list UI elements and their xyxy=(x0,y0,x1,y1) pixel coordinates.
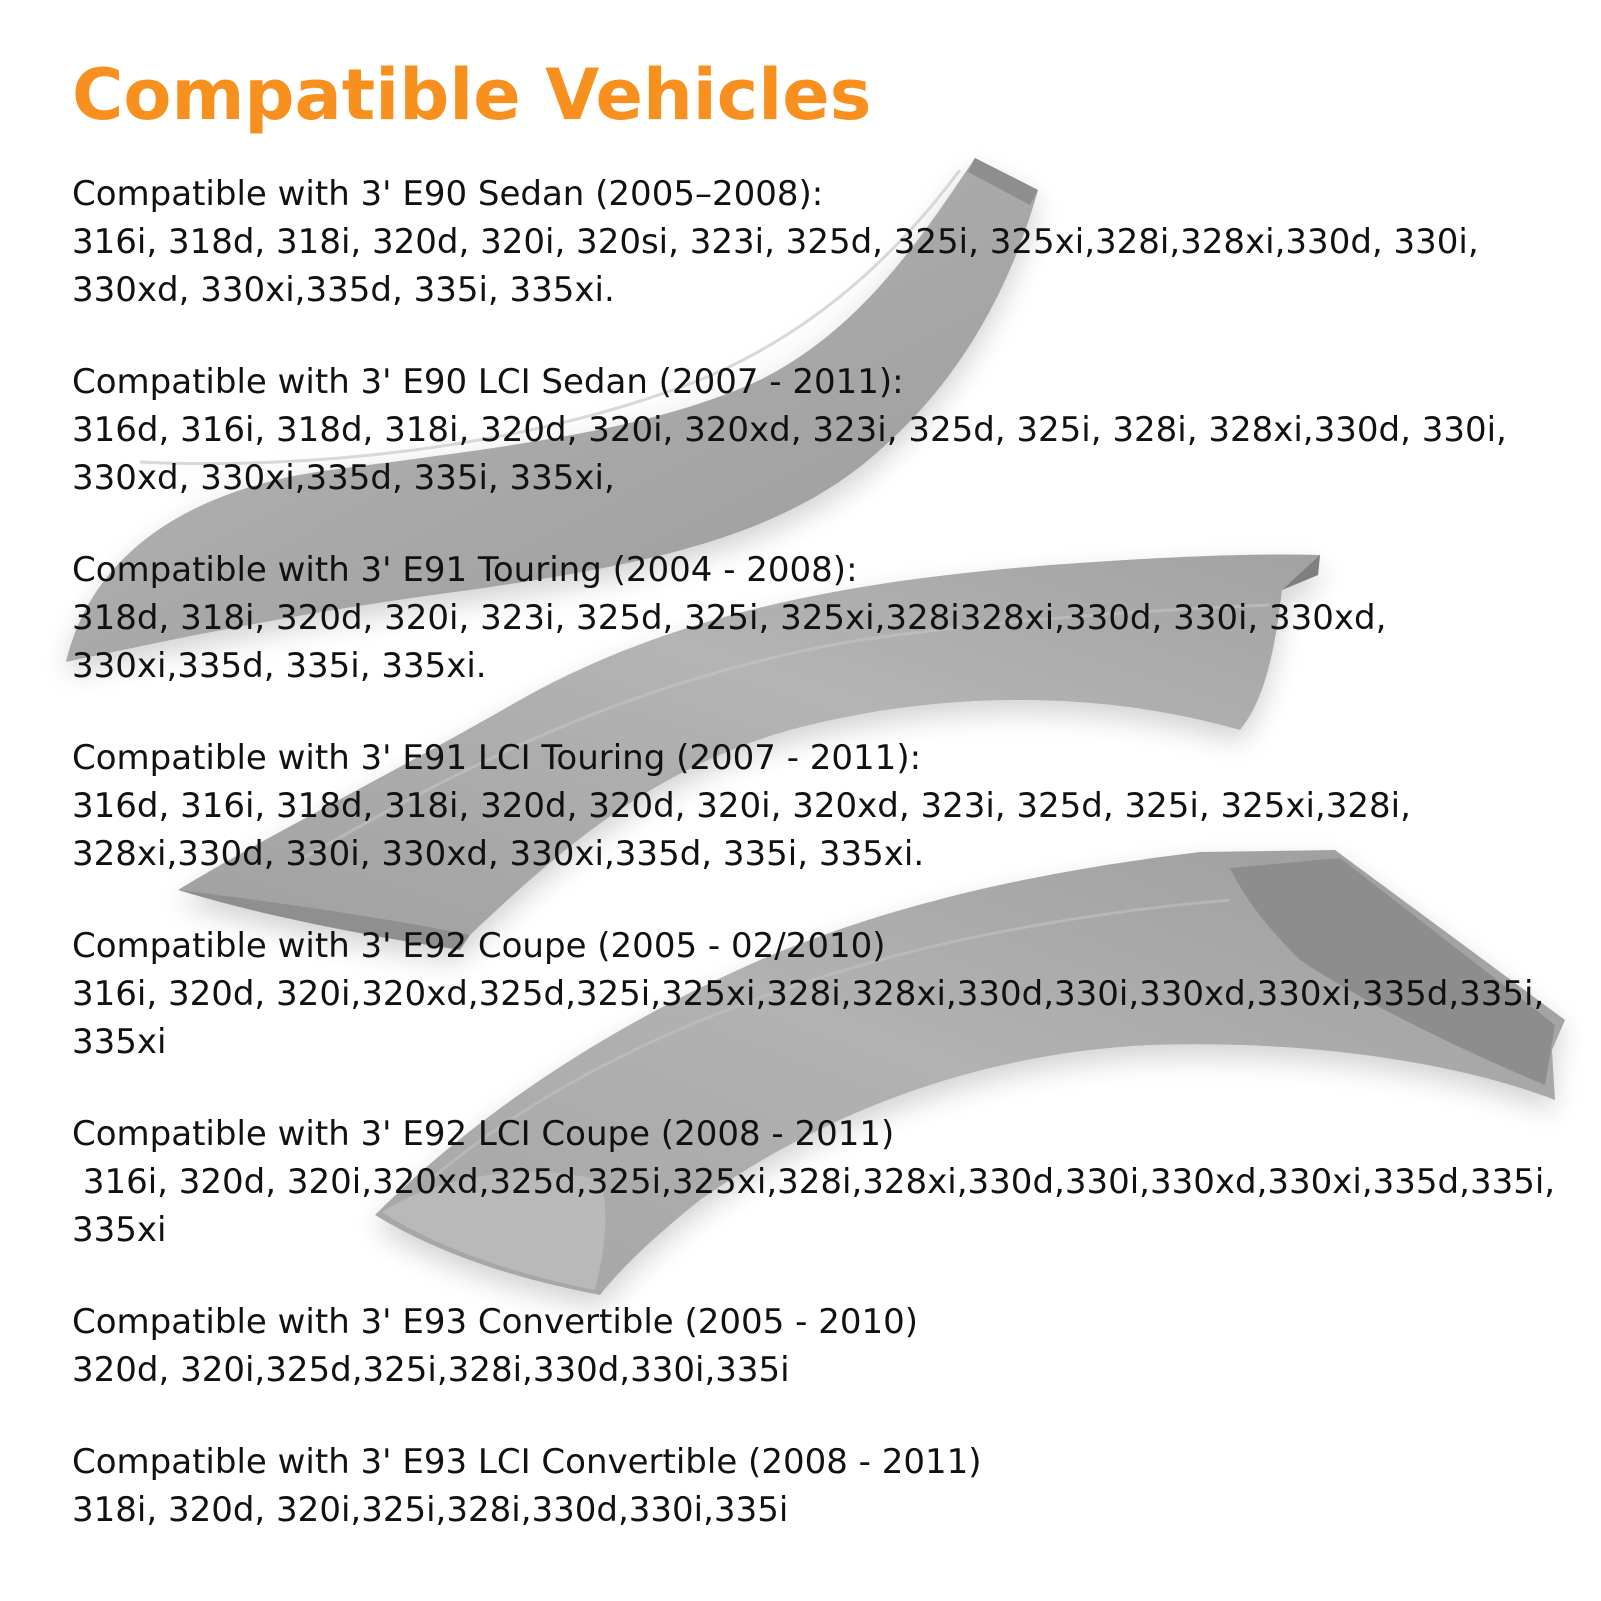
model-list: 316i, 320d, 320i,320xd,325d,325i,325xi,328i,328xi,330d,330i,330xd,330xi,335d,335i, 335xi xyxy=(72,1162,1566,1250)
compat-section-e91-lci-touring xyxy=(72,734,1572,878)
compat-section-e92-coupe xyxy=(72,922,1572,1066)
compat-section-e91-touring xyxy=(72,546,1572,690)
model-list: 316i, 318d, 318i, 320d, 320i, 320si, 323i, 325d, 325i, 325xi,328i,328xi,330d, 330i, 330xd, 330xi,335d, 335i, 335xi. xyxy=(72,222,1490,310)
model-list: 316d, 316i, 318d, 318i, 320d, 320i, 320xd, 323i, 325d, 325i, 328i, 328xi,330d, 330i, 330xd, 330xi,335d, 335i, 335xi, xyxy=(72,410,1518,498)
section-heading: Compatible with 3' E93 Convertible (2005 - 2010) xyxy=(72,1302,918,1342)
compat-section-e93-convertible xyxy=(72,1298,1572,1394)
section-heading: Compatible with 3' E92 LCI Coupe (2008 - 2011) xyxy=(72,1114,895,1154)
section-heading: Compatible with 3' E92 Coupe (2005 - 02/2010) xyxy=(72,926,886,966)
compat-section-e90-sedan xyxy=(72,170,1572,314)
model-list: 318d, 318i, 320d, 320i, 323i, 325d, 325i, 325xi,328i328xi,330d, 330i, 330xd, 330xi,335d, 335i, 335xi. xyxy=(72,598,1398,686)
section-heading: Compatible with 3' E91 LCI Touring (2007 - 2011): xyxy=(72,738,922,778)
compat-section-e93-lci-convertible xyxy=(72,1438,1572,1534)
model-list: 316d, 316i, 318d, 318i, 320d, 320d, 320i, 320xd, 323i, 325d, 325i, 325xi,328i, 328xi,330d, 330i, 330xd, 330xi,335d, 335i, 335xi. xyxy=(72,786,1422,874)
section-heading: Compatible with 3' E93 LCI Convertible (2008 - 2011) xyxy=(72,1442,982,1482)
section-heading: Compatible with 3' E91 Touring (2004 - 2008): xyxy=(72,550,858,590)
compat-section-e90-lci-sedan xyxy=(72,358,1572,502)
compat-section-e92-lci-coupe xyxy=(72,1110,1572,1254)
section-heading: Compatible with 3' E90 LCI Sedan (2007 - 2011): xyxy=(72,362,904,402)
model-list: 318i, 320d, 320i,325i,328i,330d,330i,335i xyxy=(72,1490,789,1530)
model-list: 320d, 320i,325d,325i,328i,330d,330i,335i xyxy=(72,1350,790,1390)
model-list: 316i, 320d, 320i,320xd,325d,325i,325xi,328i,328xi,330d,330i,330xd,330xi,335d,335i, 335xi xyxy=(72,974,1556,1062)
section-heading: Compatible with 3' E90 Sedan (2005–2008): xyxy=(72,174,824,214)
page-title: Compatible Vehicles xyxy=(72,54,872,136)
